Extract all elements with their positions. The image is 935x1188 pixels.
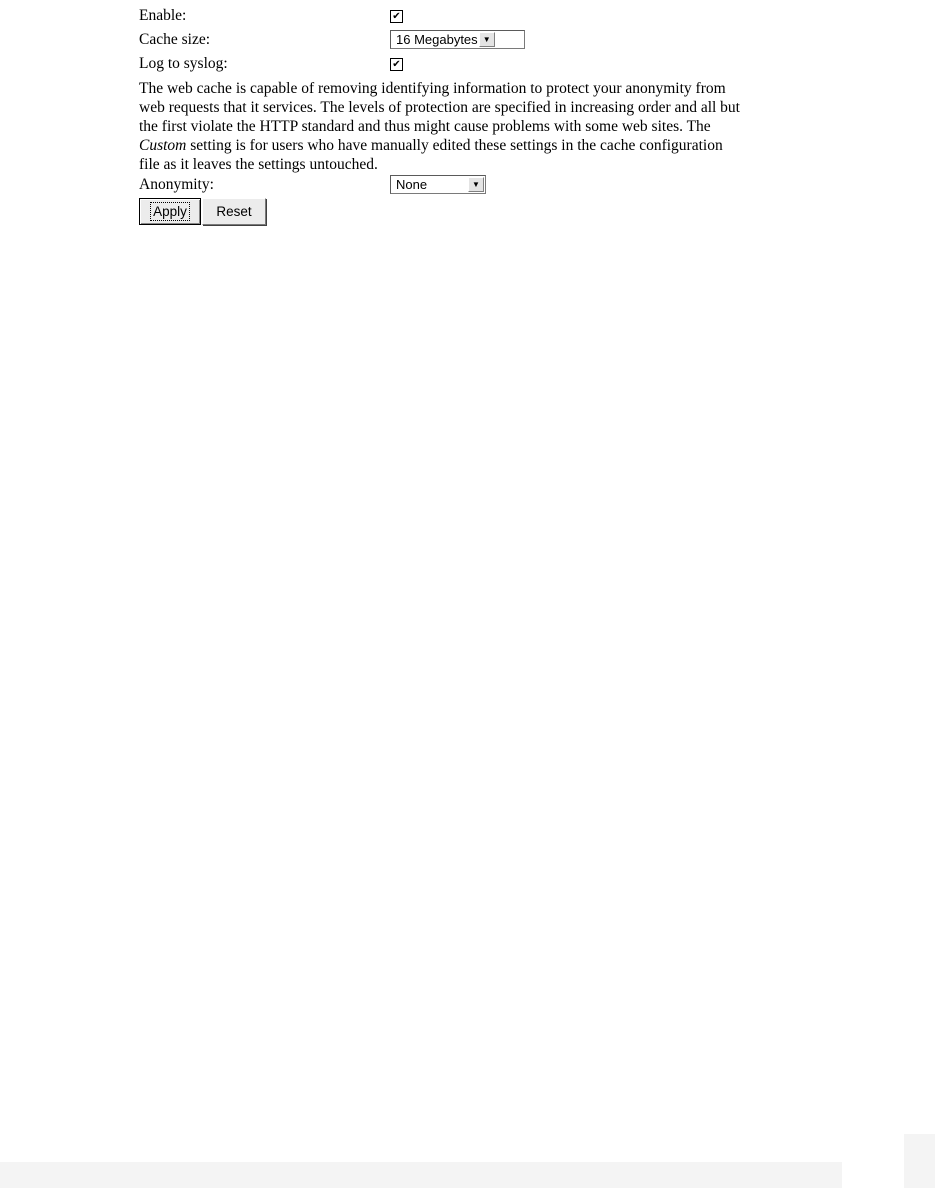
description-text-end: setting is for users who have manually edited these settings in the cache configuration file as it leaves the settings untouched. bbox=[139, 137, 723, 173]
scrollbar-corner bbox=[904, 1134, 935, 1188]
enable-checkbox[interactable] bbox=[390, 10, 403, 23]
cache-size-label: Cache size: bbox=[139, 31, 211, 48]
apply-button-label: Apply bbox=[153, 204, 187, 219]
log-syslog-label: Log to syslog: bbox=[139, 55, 228, 72]
cache-size-row bbox=[139, 29, 749, 53]
anonymity-row bbox=[139, 174, 749, 197]
checkmark-icon: ✔ bbox=[392, 58, 401, 70]
log-syslog-row bbox=[139, 53, 749, 77]
enable-row bbox=[139, 5, 749, 29]
reset-button[interactable] bbox=[202, 198, 266, 225]
enable-label: Enable: bbox=[139, 7, 187, 24]
anonymity-select[interactable] bbox=[390, 175, 486, 194]
reset-button-label: Reset bbox=[216, 204, 252, 219]
anonymity-label: Anonymity: bbox=[139, 176, 214, 193]
horizontal-scrollbar-track[interactable] bbox=[0, 1162, 842, 1188]
form-buttons bbox=[139, 198, 749, 225]
apply-button[interactable] bbox=[139, 198, 201, 225]
cache-size-value: 16 Megabytes bbox=[396, 32, 478, 47]
log-syslog-checkbox[interactable] bbox=[390, 58, 403, 71]
anonymity-description bbox=[139, 79, 744, 174]
anonymity-value: None bbox=[396, 177, 428, 192]
description-emphasis: Custom bbox=[139, 137, 187, 154]
chevron-down-icon[interactable]: ▼ bbox=[468, 177, 484, 192]
cache-size-select[interactable] bbox=[390, 30, 525, 49]
chevron-down-icon[interactable]: ▼ bbox=[479, 32, 495, 47]
checkmark-icon: ✔ bbox=[392, 10, 401, 22]
description-text-start: The web cache is capable of removing identifying information to protect your anonymity from web requests that it services. The levels of protection are specified in increasing order and all but the first violate the HTTP standard and thus might cause problems with some web sites. The bbox=[139, 80, 740, 135]
web-cache-settings-form bbox=[139, 5, 749, 225]
